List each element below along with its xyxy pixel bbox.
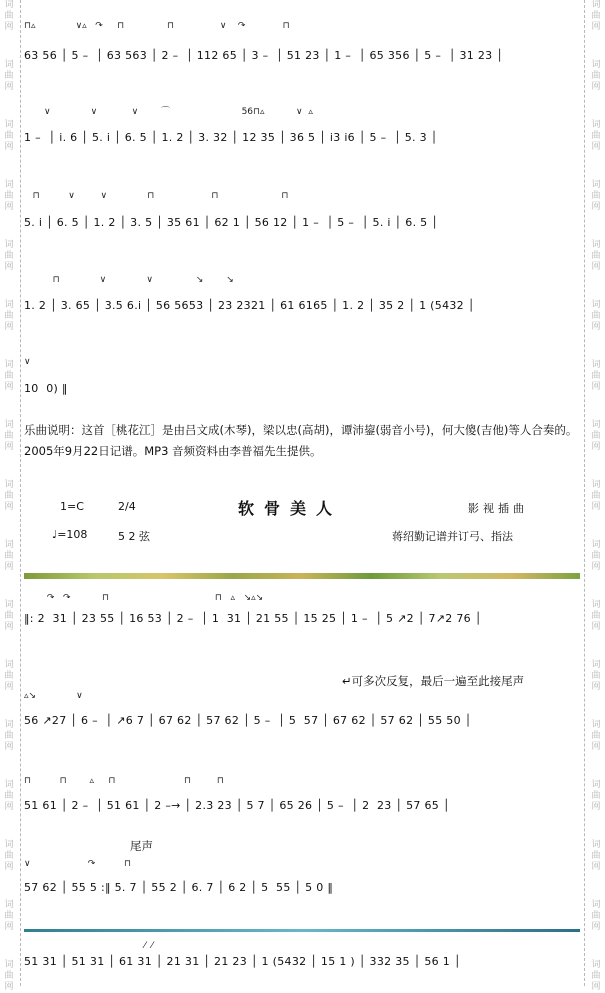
watermark-text: 词 曲 网 bbox=[591, 300, 601, 332]
watermark-text: 词 曲 网 bbox=[4, 780, 14, 812]
left-dashed-margin-line bbox=[20, 0, 21, 986]
time-signature: 2/4 bbox=[118, 500, 136, 513]
watermark-text: 词 曲 网 bbox=[4, 240, 14, 272]
score3-marks-line-1: ⁄ ⁄ bbox=[24, 941, 153, 951]
key-signature: 1=C bbox=[60, 500, 84, 513]
watermark-text: 词 曲 网 bbox=[591, 240, 601, 272]
blue-divider bbox=[24, 929, 580, 932]
score-notes-line-4: 1. 2 │ 3. 65 │ 3.5 6.i │ 56 5653 │ 23 2321 │ 61 6165 │ 1. 2 │ 35 2 │ 1 (5432 │ bbox=[24, 299, 475, 312]
watermark-text: 词 曲 网 bbox=[4, 420, 14, 452]
music-explanation-paragraph: 乐曲说明：这首［桃花江］是由吕文成(木琴)，梁以忠(高胡)，谭沛鋆(弱音小号)，何大傻(吉他)等人合奏的。2005年9月22日记谱。MP3 音频资料由李普福先生提供。 bbox=[24, 423, 578, 458]
score-marks-line-5: ∨ bbox=[24, 357, 31, 367]
watermark-text: 词 曲 网 bbox=[591, 780, 601, 812]
watermark-text: 词 曲 网 bbox=[4, 960, 14, 992]
score2-marks-line-3: ⊓ ⊓ ▵ ⊓ ⊓ ⊓ bbox=[24, 776, 224, 786]
watermark-text: 词 曲 网 bbox=[591, 420, 601, 452]
score-marks-line-3: ⊓ ∨ ∨ ⊓ ⊓ ⊓ bbox=[24, 191, 289, 201]
watermark-text: 词 曲 网 bbox=[4, 120, 14, 152]
score2-notes-line-1: ‖: 2 31 │ 23 55 │ 16 53 │ 2 – │ 1 31 │ 21 55 │ 15 25 │ 1 – │ 5 ↗2 │ 7↗2 76 │ bbox=[24, 612, 482, 625]
watermark-text: 词 曲 网 bbox=[591, 60, 601, 92]
right-dashed-margin-line bbox=[584, 0, 585, 986]
transcriber-credit: 蒋绍勤记谱并订弓、指法 bbox=[392, 530, 513, 543]
watermark-text: 词 曲 网 bbox=[591, 960, 601, 992]
string-tuning: 5 2 弦 bbox=[118, 530, 150, 543]
watermark-text: 词 曲 网 bbox=[591, 900, 601, 932]
watermark-text: 词 曲 网 bbox=[4, 300, 14, 332]
watermark-text: 词 曲 网 bbox=[591, 540, 601, 572]
watermark-text: 词 曲 网 bbox=[4, 600, 14, 632]
score2-marks-line-4: ∨ ↷ ⊓ bbox=[24, 859, 131, 869]
watermark-text: 词 曲 网 bbox=[591, 840, 601, 872]
song-subtitle: 影视插曲 bbox=[468, 502, 528, 515]
watermark-text: 词 曲 网 bbox=[4, 900, 14, 932]
score2-notes-line-4: 57 62 │ 55 5 :‖ 5. 7 │ 55 2 │ 6. 7 │ 6 2 │ 5 55 │ 5 0 ‖ bbox=[24, 881, 334, 894]
score-marks-line-2: ∨ ∨ ∨ ⌒ 56⊓▵ ∨ ▵ bbox=[24, 107, 313, 117]
decorative-divider bbox=[24, 573, 580, 579]
watermark-text: 词 曲 网 bbox=[591, 180, 601, 212]
watermark-text: 词 曲 网 bbox=[591, 360, 601, 392]
score-notes-line-2: 1 – │ i. 6 │ 5. i │ 6. 5 │ 1. 2 │ 3. 32 │ 12 35 │ 36 5 │ i3 i6 │ 5 – │ 5. 3 │ bbox=[24, 131, 438, 144]
watermark-text: 词 曲 网 bbox=[4, 360, 14, 392]
score2-notes-line-3: 51 61 │ 2 – │ 51 61 │ 2 –→ │ 2.3 23 │ 5 7 │ 65 26 │ 5 – │ 2 23 │ 57 65 │ bbox=[24, 799, 450, 812]
watermark-text: 词 曲 网 bbox=[591, 720, 601, 752]
score2-notes-line-2: 56 ↗27 │ 6 – │ ↗6 7 │ 67 62 │ 57 62 │ 5 – │ 5 57 │ 67 62 │ 57 62 │ 55 50 │ bbox=[24, 714, 472, 727]
tempo-marking: ♩=108 bbox=[52, 528, 88, 541]
score-notes-line-1: 63 56 │ 5 – │ 63 563 │ 2 – │ 112 65 │ 3 – │ 51 23 │ 1 – │ 65 356 │ 5 – │ 31 23 │ bbox=[24, 49, 504, 62]
watermark-text: 词 曲 网 bbox=[4, 60, 14, 92]
score3-notes-line-1: 51 31 │ 51 31 │ 61 31 │ 21 31 │ 21 23 │ 1 (5432 │ 15 1 ) │ 332 35 │ 56 1 │ bbox=[24, 955, 461, 968]
coda-label: 尾声 bbox=[130, 839, 153, 853]
watermark-text: 词 曲 网 bbox=[4, 720, 14, 752]
score2-marks-line-2: ▵↘ ∨ bbox=[24, 691, 83, 701]
watermark-text: 词 曲 网 bbox=[4, 480, 14, 512]
score-marks-line-1: ⊓▵ ∨▵ ↷ ⊓ ⊓ ∨ ↷ ⊓ bbox=[24, 21, 290, 31]
watermark-text: 词 曲 网 bbox=[4, 180, 14, 212]
watermark-text: 词 曲 网 bbox=[591, 600, 601, 632]
repeat-annotation: ↵可多次反复，最后一遍至此接尾声 bbox=[342, 674, 525, 688]
watermark-text: 词 曲 网 bbox=[4, 840, 14, 872]
watermark-text: 词 曲 网 bbox=[591, 120, 601, 152]
score-notes-line-5: 10 0) ‖ bbox=[24, 382, 68, 395]
watermark-text: 词 曲 网 bbox=[4, 540, 14, 572]
score2-marks-line-1: ↷ ↷ ⊓ ⊓ ▵ ↘▵↘ bbox=[24, 593, 264, 603]
watermark-text: 词 曲 网 bbox=[591, 0, 601, 32]
song-title: 软骨美人 bbox=[238, 499, 343, 518]
watermark-text: 词 曲 网 bbox=[4, 0, 14, 32]
watermark-text: 词 曲 网 bbox=[4, 660, 14, 692]
score-notes-line-3: 5. i │ 6. 5 │ 1. 2 │ 3. 5 │ 35 61 │ 62 1 │ 56 12 │ 1 – │ 5 – │ 5. i │ 6. 5 │ bbox=[24, 216, 439, 229]
watermark-text: 词 曲 网 bbox=[591, 660, 601, 692]
score-marks-line-4: ⊓ ∨ ∨ ↘ ↘ bbox=[24, 275, 234, 285]
watermark-text: 词 曲 网 bbox=[591, 480, 601, 512]
